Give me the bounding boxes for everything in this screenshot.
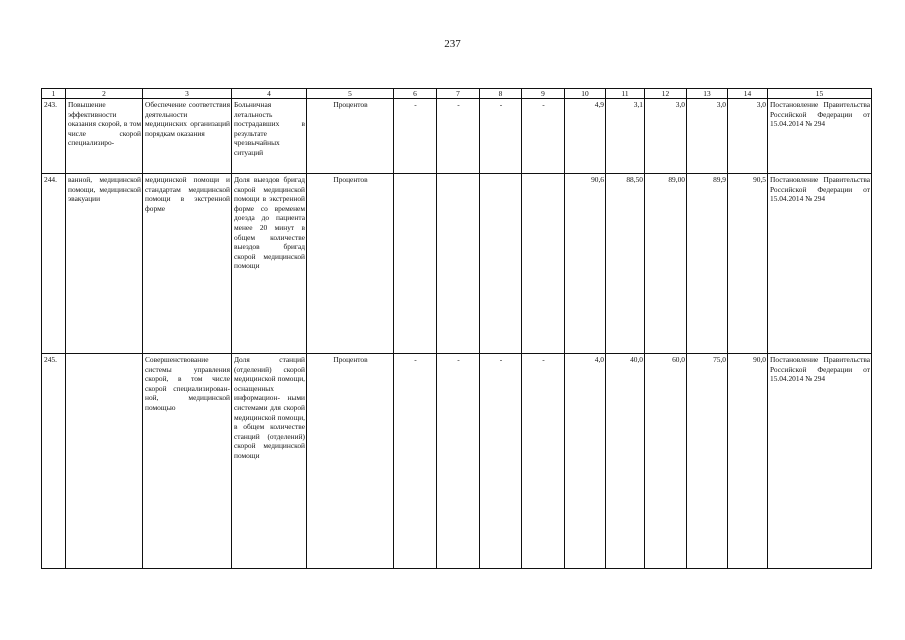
- header-cell: 13: [687, 89, 728, 99]
- value-cell: -: [437, 354, 480, 569]
- header-cell: 11: [606, 89, 645, 99]
- event-name-continued: ванной, медицинской помощи, медицинской эвакуации: [66, 174, 143, 354]
- value-cell: 3,1: [606, 99, 645, 174]
- task-name: Обеспечение соответствия деятельности медицинских организаций порядкам оказания: [143, 99, 232, 174]
- value-cell: -: [522, 354, 565, 569]
- value-cell: -: [480, 99, 522, 174]
- legal-basis: Постановление Правительства Российской Федерации от 15.04.2014 № 294: [768, 99, 872, 174]
- header-cell: 15: [768, 89, 872, 99]
- header-cell: 14: [728, 89, 768, 99]
- value-cell: 90,5: [728, 174, 768, 354]
- row-number: 244.: [42, 174, 66, 354]
- header-cell: 9: [522, 89, 565, 99]
- task-name: Совершенствование системы управления скорой, в том числе скорой специализирован- ной, медицинской помощью: [143, 354, 232, 569]
- table-row: [42, 354, 872, 569]
- header-cell: 7: [437, 89, 480, 99]
- value-cell: [480, 174, 522, 354]
- legal-basis: Постановление Правительства Российской Федерации от 15.04.2014 № 294: [768, 354, 872, 569]
- value-cell: -: [480, 354, 522, 569]
- legal-basis: Постановление Правительства Российской Федерации от 15.04.2014 № 294: [768, 174, 872, 354]
- value-cell: 90,0: [728, 354, 768, 569]
- value-cell: 40,0: [606, 354, 645, 569]
- header-cell: 3: [143, 89, 232, 99]
- header-cell: 1: [42, 89, 66, 99]
- header-cell: 5: [307, 89, 394, 99]
- header-cell: 10: [565, 89, 606, 99]
- value-cell: 89,9: [687, 174, 728, 354]
- value-cell: -: [522, 99, 565, 174]
- header-cell: 4: [232, 89, 307, 99]
- value-cell: 60,0: [645, 354, 687, 569]
- table-row: [42, 174, 872, 354]
- value-cell: [394, 174, 437, 354]
- value-cell: 90,6: [565, 174, 606, 354]
- header-cell: 6: [394, 89, 437, 99]
- task-name-continued: медицинской помощи и стандартам медицинской помощи в экстренной форме: [143, 174, 232, 354]
- page-number: 237: [444, 38, 461, 50]
- value-cell: -: [394, 99, 437, 174]
- value-cell: 4,9: [565, 99, 606, 174]
- indicator-name: Доля станций (отделений) скорой медицинской помощи, оснащенных информацион- ными системами для скорой медицинской помощи, в общем количестве станций (отделений) скорой медицинской помощи: [232, 354, 307, 569]
- event-name-empty: [66, 354, 143, 569]
- value-cell: -: [437, 99, 480, 174]
- value-cell: -: [394, 354, 437, 569]
- event-name: Повышение эффективности оказания скорой, в том числе скорой специализиро-: [66, 99, 143, 174]
- row-number: 243.: [42, 99, 66, 174]
- header-row: [42, 89, 872, 99]
- row-number: 245.: [42, 354, 66, 569]
- indicator-name: Больничная летальность пострадавших в результате чрезвычайных ситуаций: [232, 99, 307, 174]
- value-cell: 3,0: [645, 99, 687, 174]
- value-cell: 89,00: [645, 174, 687, 354]
- value-cell: [522, 174, 565, 354]
- value-cell: [437, 174, 480, 354]
- unit-cell: Процентов: [307, 99, 394, 174]
- table-row: [42, 99, 872, 174]
- value-cell: 3,0: [728, 99, 768, 174]
- value-cell: 4,0: [565, 354, 606, 569]
- unit-cell: Процентов: [307, 174, 394, 354]
- header-cell: 12: [645, 89, 687, 99]
- unit-cell: Процентов: [307, 354, 394, 569]
- value-cell: 88,50: [606, 174, 645, 354]
- indicator-name: Доля выездов бригад скорой медицинской помощи в экстренной форме со временем доезда до пациента менее 20 минут в общем количестве выездов бригад скорой медицинской помощи: [232, 174, 307, 354]
- value-cell: 3,0: [687, 99, 728, 174]
- value-cell: 75,0: [687, 354, 728, 569]
- indicators-table: [41, 88, 872, 569]
- header-cell: 2: [66, 89, 143, 99]
- header-cell: 8: [480, 89, 522, 99]
